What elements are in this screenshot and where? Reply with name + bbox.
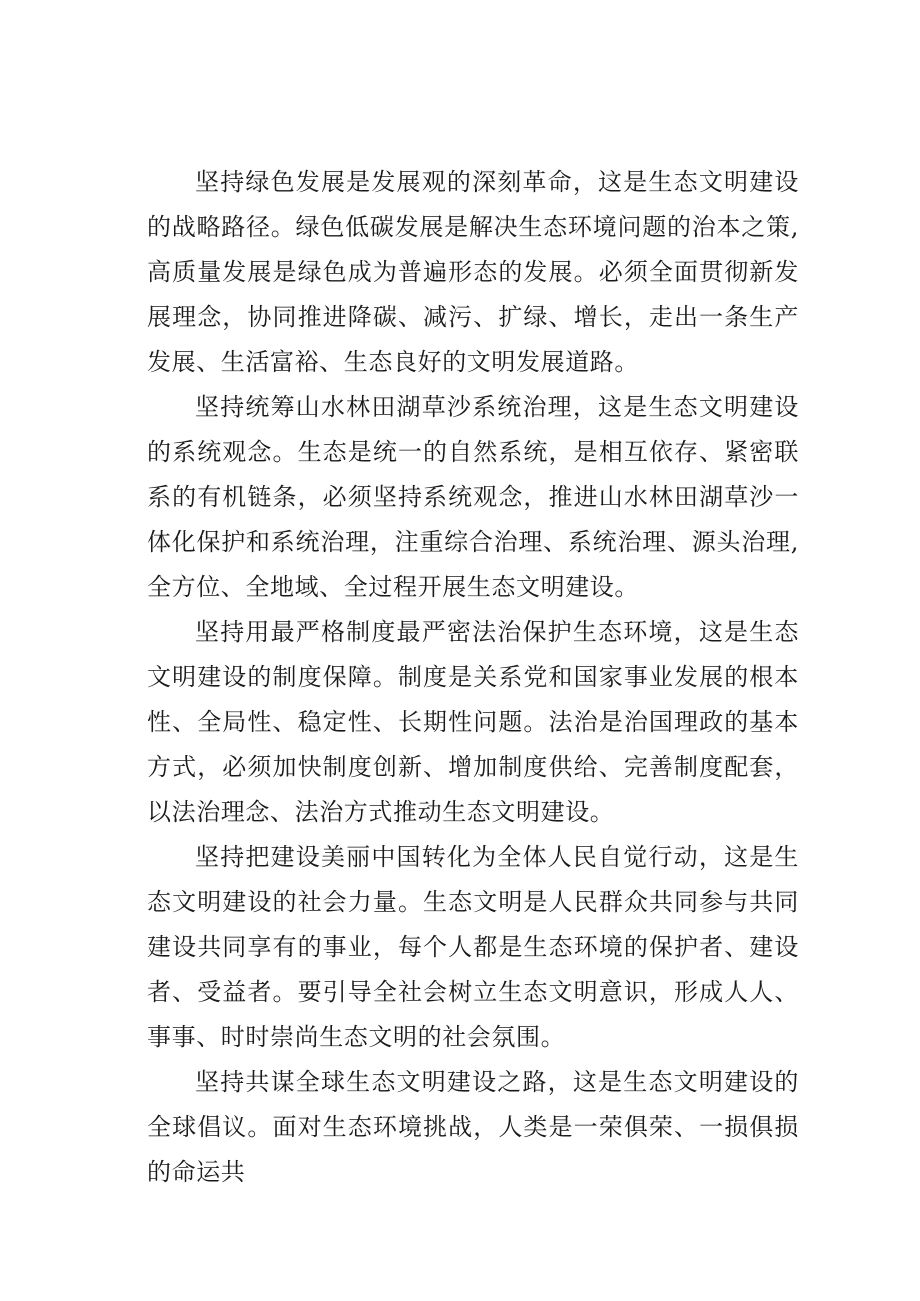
- document-body: [147, 160, 799, 1195]
- paragraph-global-initiative: 坚持共谋全球生态文明建设之路，这是生态文明建设的全球倡议。面对生态环境挑战，人类是一荣俱荣、一损俱损的命运共: [147, 1068, 799, 1186]
- paragraph-system-governance: 坚持统筹山水林田湖草沙系统治理，这是生态文明建设的系统观念。生态是统一的自然系统，是相互依存、紧密联系的有机链条，必须坚持系统观念，推进山水林田湖草沙一体化保护和系统治理，注重综合治理、系统治理、源头治理,全方位、全地域、全过程开展生态文明建设。: [147, 393, 799, 601]
- paragraph-social-force: 坚持把建设美丽中国转化为全体人民自觉行动，这是生态文明建设的社会力量。生态文明是人民群众共同参与共同建设共同享有的事业，每个人都是生态环境的保护者、建设者、受益者。要引导全社会树立生态文明意识，形成人人、事事、时时崇尚生态文明的社会氛围。: [147, 843, 799, 1051]
- paragraph-rule-of-law: 坚持用最严格制度最严密法治保护生态环境，这是生态文明建设的制度保障。制度是关系党和国家事业发展的根本性、全局性、稳定性、长期性问题。法治是治国理政的基本方式，必须加快制度创新、增加制度供给、完善制度配套，以法治理念、法治方式推动生态文明建设。: [147, 618, 799, 826]
- paragraph-green-development: 坚持绿色发展是发展观的深刻革命，这是生态文明建设的战略路径。绿色低碳发展是解决生态环境问题的治本之策,高质量发展是绿色成为普遍形态的发展。必须全面贯彻新发展理念，协同推进降碳、减污、扩绿、增长，走出一条生产发展、生活富裕、生态良好的文明发展道路。: [147, 168, 799, 376]
